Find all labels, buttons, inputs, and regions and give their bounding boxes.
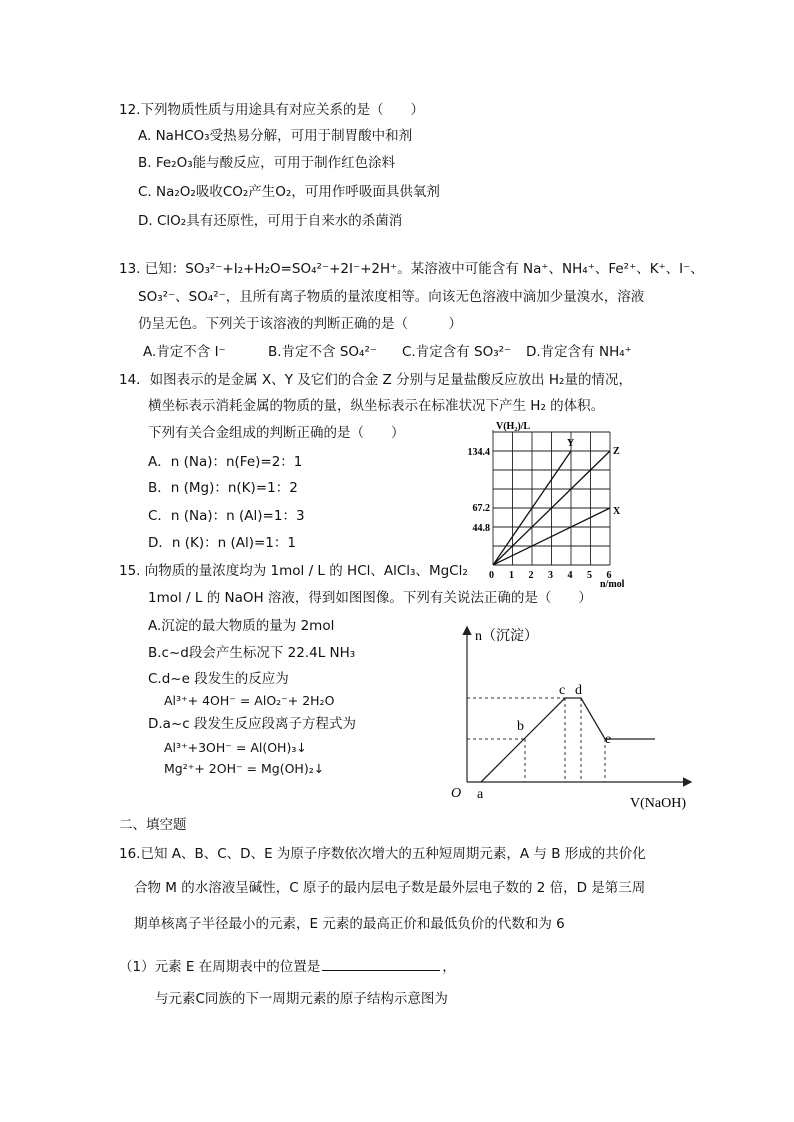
q16-sub1-comma: ，: [442, 959, 456, 975]
q16-line-2: 合物 M 的水溶液呈碱性，C 原子的最内层电子数是最外层电子数的 2 倍，D 是第三周: [134, 880, 646, 896]
q16-sub1: [119, 958, 456, 975]
q13-line-3: 仍呈无色。下列关于该溶液的判断正确的是（ ）: [138, 316, 462, 332]
q15-origin-label: O: [451, 786, 462, 801]
q15-point-d: d: [575, 683, 582, 698]
q15-chart: [445, 622, 705, 812]
q14-origin-label: 0: [489, 570, 494, 581]
q15-option-c-equation: Al³⁺+ 4OH⁻ = AlO₂⁻+ 2H₂O: [164, 693, 335, 708]
q14-option-d: D．n (K)：n (Al)=1：1: [148, 535, 296, 551]
q13-option-c: C.肯定含有 SO₃²⁻: [402, 344, 512, 360]
q15-option-a: A.沉淀的最大物质的量为 2mol: [148, 618, 335, 634]
q16-sub1-text: （1）元素 E 在周期表中的位置是: [119, 959, 321, 975]
q15-point-a: a: [477, 787, 484, 802]
q15-line-2: 1mol / L 的 NaOH 溶液，得到如图图像。下列有关说法正确的是（ ）: [148, 590, 592, 606]
q16-line-3: 期单核离子半径最小的元素，E 元素的最高正价和最低负价的代数和为 6: [134, 916, 565, 932]
q15-point-c: c: [559, 683, 566, 698]
q15-option-b: B.c~d段会产生标况下 22.4L NH₃: [148, 645, 356, 661]
q14-grid: [493, 430, 610, 565]
q14-line-1: 14．如图表示的是金属 X、Y 及它们的合金 Z 分别与足量盐酸反应放出 H₂量的情况，: [119, 372, 632, 388]
q14-y-axis-label: V(H₂)/L: [496, 421, 531, 432]
q13-option-d: D.肯定含有 NH₄⁺: [526, 344, 632, 360]
q14-line-3: 下列有关合金组成的判断正确的是（ ）: [148, 425, 405, 441]
q14-x-axis-label: n/mol: [600, 579, 625, 590]
q14-x-tick-4: 4: [567, 570, 573, 581]
q13-option-b: B.肯定不含 SO₄²⁻: [268, 344, 377, 360]
q14-x-ticks: [509, 570, 612, 581]
q15-precipitate-curve: [481, 698, 655, 782]
q14-option-a: A．n (Na)：n(Fe)=2：1: [148, 454, 303, 470]
q14-chart: [460, 420, 625, 590]
q14-line-2: 横坐标表示消耗金属的物质的量，纵坐标表示在标准状况下产生 H₂ 的体积。: [148, 398, 605, 414]
q14-x-tick-3: 3: [548, 570, 553, 581]
q14-y-tick-134: 134.4: [467, 447, 490, 458]
q12-option-d: D. ClO₂具有还原性，可用于自来水的杀菌消: [138, 213, 403, 229]
q15-point-e: e: [605, 732, 612, 747]
q14-x-tick-1: 1: [509, 570, 514, 581]
section-2-title: 二、填空题: [119, 817, 187, 833]
q15-option-d: D.a~c 段发生反应段离子方程式为: [148, 716, 356, 732]
q13-option-a: A.肯定不含 I⁻: [143, 344, 226, 360]
q14-y-tick-44: 44.8: [472, 523, 490, 534]
q12-option-a: A. NaHCO₃受热易分解，可用于制胃酸中和剂: [138, 128, 413, 144]
q15-point-b: b: [517, 719, 524, 734]
q16-sub1-second: 与元素C同族的下一周期元素的原子结构示意图为: [155, 991, 448, 1007]
q15-option-d-equation-2: Mg²⁺+ 2OH⁻ = Mg(OH)₂↓: [164, 761, 325, 776]
q13-line-2: SO₃²⁻、SO₄²⁻，且所有离子物质的量浓度相等。向该无色溶液中滴加少量溴水，溶液: [138, 289, 645, 305]
q15-x-axis-label: V(NaOH): [630, 796, 686, 811]
q13-line-1: 13. 已知：SO₃²⁻+I₂+H₂O=SO₄²⁻+2I⁻+2H⁺。某溶液中可能含有 Na⁺、NH₄⁺、Fe²⁺、K⁺、I⁻、: [119, 261, 704, 277]
q14-x-tick-6: 6: [606, 570, 612, 581]
q14-label-z: Z: [613, 446, 620, 457]
q14-y-ticks: [468, 447, 491, 534]
q15-option-c: C.d~e 段发生的反应为: [148, 671, 289, 687]
q14-label-y: Y: [567, 438, 575, 449]
q15-y-axis-label: n（沉淀）: [475, 629, 538, 644]
q14-option-b: B．n (Mg)：n(K)=1：2: [148, 480, 298, 496]
q15-line-1: 15. 向物质的量浓度均为 1mol / L 的 HCl、AlCl₃、MgCl₂: [119, 563, 468, 579]
q14-label-x: X: [613, 506, 621, 517]
q15-option-d-equation-1: Al³⁺+3OH⁻ = Al(OH)₃↓: [164, 740, 307, 755]
q12-stem: 12.下列物质性质与用途具有对应关系的是（ ）: [119, 102, 424, 118]
q12-option-b: B. Fe₂O₃能与酸反应，可用于制作红色涂料: [138, 155, 396, 171]
q14-y-tick-67: 67.2: [472, 503, 490, 514]
q16-line-1: 16.已知 A、B、C、D、E 为原子序数依次增大的五种短周期元素，A 与 B 形成的共价化: [119, 846, 646, 862]
q14-x-tick-5: 5: [587, 570, 592, 581]
q14-x-tick-2: 2: [528, 570, 534, 581]
q14-option-c: C．n (Na)：n (Al)=1：3: [148, 508, 305, 524]
q12-option-c: C. Na₂O₂吸收CO₂产生O₂，可用作呼吸面具供氧剂: [138, 184, 440, 200]
q16-answer-blank-1[interactable]: [322, 958, 440, 971]
